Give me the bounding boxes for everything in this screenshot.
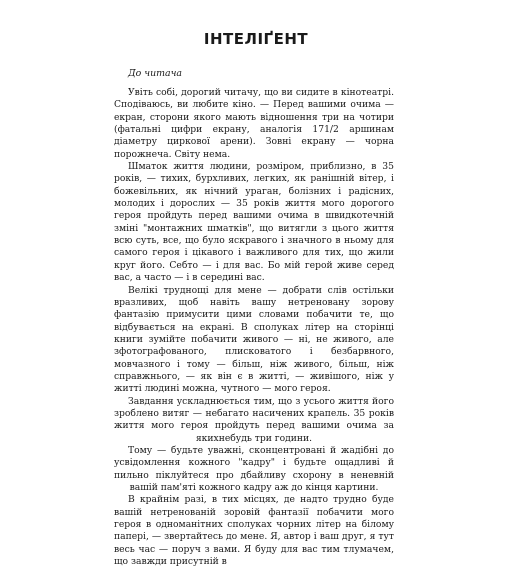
paragraph: Велікі труднощі для мене — добрати слів остільки вразливих, щоб навіть вашу нетреновану зорову фантазію примусити цими словами побачити те, що відбувається на екрані. В сполуках літер на сторінці книги зумійте побачити живого — ні, не живого, але зфотографованого, плисковатого і безбарвного, мовчазного і тому — більш, ніж живого, більш, ніж справжнього, — як він є в житті, — живішого, ніж у житті людині можна, чутного — мого героя. [114,284,394,395]
paragraph: Шматок життя людини, розміром, приблизно, в 35 років, — тихих, бурхливих, легких, як ранішній вітер, і божевільних, як нічний ураган, болізних і радісних, молодих і дорослих — 35 років життя мого дорогого героя пройдуть перед вашими очима в швидкотечній зміні "монтажних шматків", що витягли з цього життя всю суть, все, що було яскравого і значного в ньому для самого героя і цікавого і важливого для тих, що жили круг його. Себто — і для вас. Бо мій герой живе серед вас, а часто — і в середині вас. [114,161,394,284]
paragraph: Завдання ускладнюється тим, що з усього життя його зроблено витяг — небагато насичених крапель. 35 років життя мого героя пройдуть перед вашими очима за якихнебудь три години. [114,395,394,444]
paragraph: Увіть собі, дорогий читачу, що ви сидите в кінотеатрі. Сподіваюсь, ви любите кіно. — Перед вашими очима — екран, сторони якого мають відношення три на чотири (фатальні цифри екрану, аналогія 171/2 аршинам діаметру циркової арени). Зовні екрану — чорна порожнеча. Світу нема. [114,87,394,160]
dedication: До читача [128,68,183,79]
paragraph: Тому — будьте уважні, сконцентровані й жадібні до усвідомлення кожного "кадру" і будьте ощадливі й пильно піклуйтеся про дбайливу схорону в неневній вашій пам'яті кожного кадру аж до кінця картини. [114,444,394,493]
chapter-title: ІНТЕЛІҐЕНТ [203,30,309,48]
paragraph: В крайнім разі, в тих місцях, де надто трудно буде вашій нетренованій зоровій фантазії побачити мого героя в одноманітних сполуках чорних літер на білому папері, — звертайтесь до мене. Я, автор і ваш друг, я тут весь час — поруч з вами. Я буду для вас тим тлумачем, що завжди присутній в [114,494,394,568]
body-text [114,87,394,568]
